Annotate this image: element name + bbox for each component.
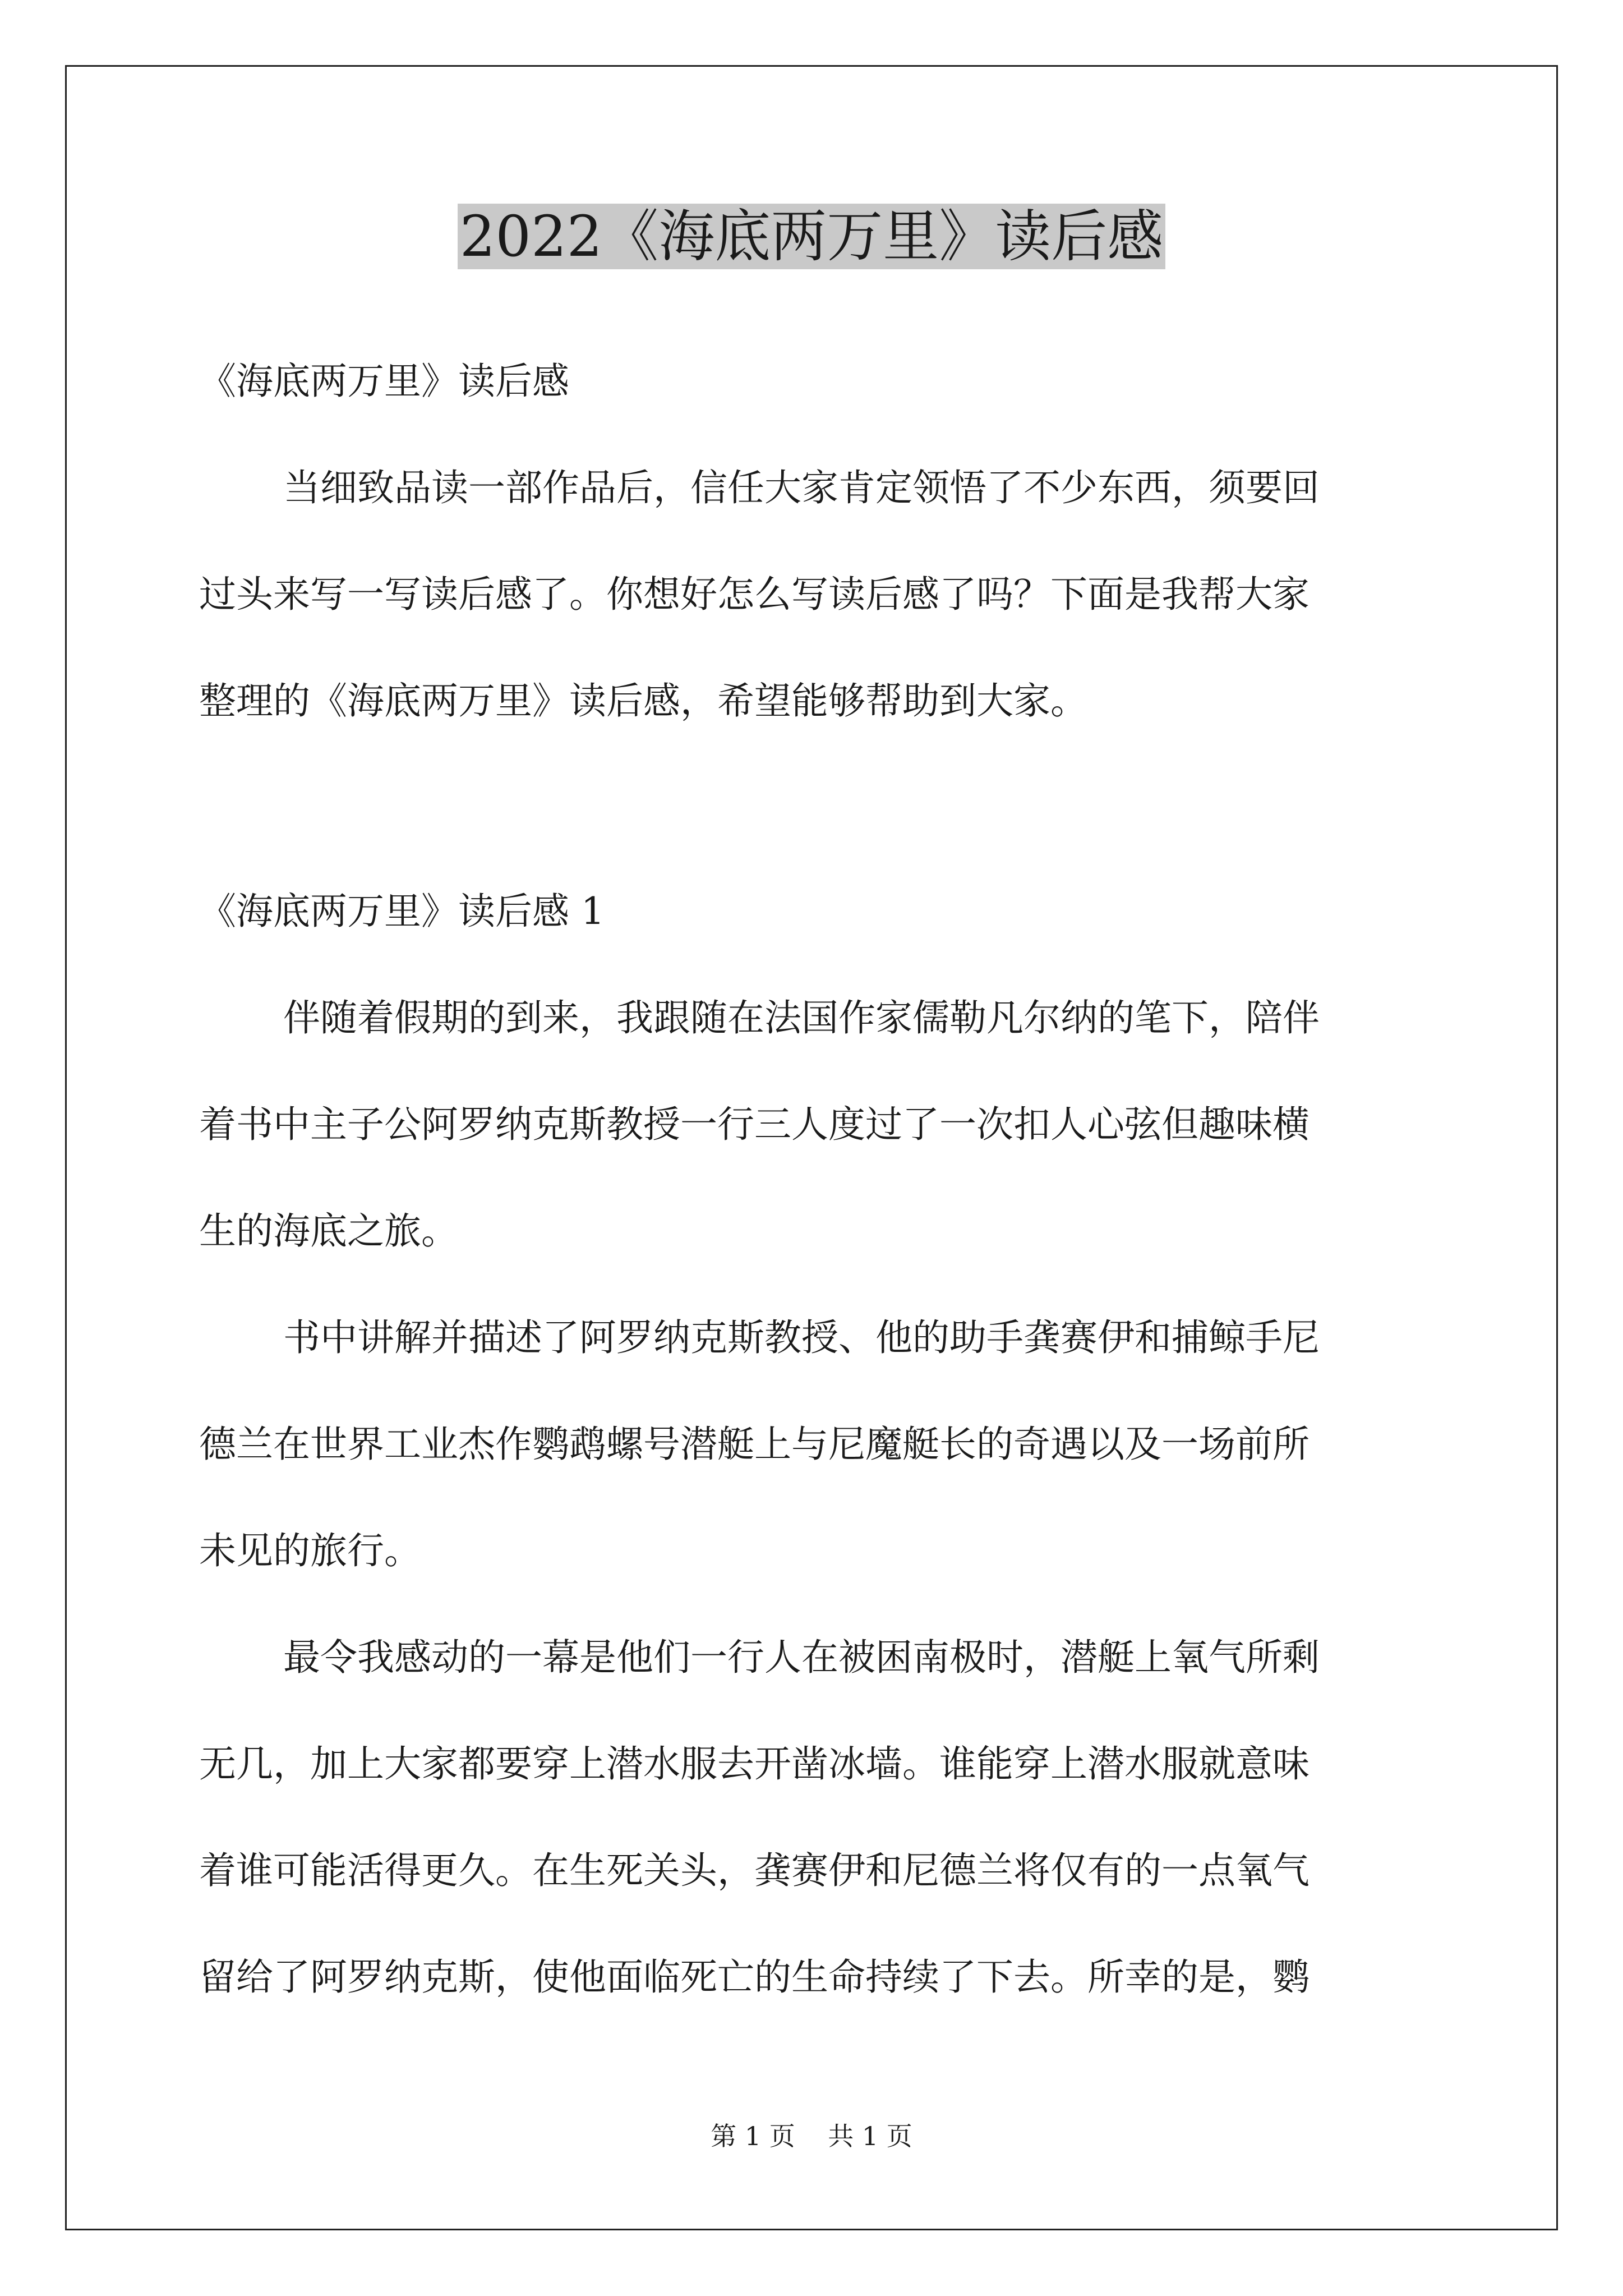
page-footer: 第 1 页 共 1 页 [711, 2121, 912, 2151]
document-title-text: 2022《海底两万里》读后感 [458, 204, 1166, 269]
paragraph1-line-3: 生的海底之旅。 [199, 1209, 458, 1253]
section-heading: 《海底两万里》读后感 1 [199, 890, 605, 933]
intro-line-2: 过头来写一写读后感了。你想好怎么写读后感了吗？下面是我帮大家 [199, 573, 1310, 616]
paragraph3-line-4: 留给了阿罗纳克斯，使他面临死亡的生命持续了下去。所幸的是，鹦 [199, 1955, 1310, 1999]
paragraph2-line-2: 德兰在世界工业杰作鹦鹉螺号潜艇上与尼魔艇长的奇遇以及一场前所 [199, 1423, 1310, 1466]
document-title [0, 199, 1623, 274]
paragraph3-line-1: 最令我感动的一幕是他们一行人在被困南极时，潜艇上氧气所剩 [283, 1636, 1320, 1679]
paragraph1-line-1: 伴随着假期的到来，我跟随在法国作家儒勒凡尔纳的笔下，陪伴 [283, 996, 1320, 1039]
subtitle: 《海底两万里》读后感 [199, 360, 569, 403]
paragraph2-line-3: 未见的旅行。 [199, 1529, 421, 1572]
paragraph3-line-3: 着谁可能活得更久。在生死关头，龚赛伊和尼德兰将仅有的一点氧气 [199, 1849, 1310, 1892]
intro-line-3: 整理的《海底两万里》读后感，希望能够帮助到大家。 [199, 679, 1087, 723]
paragraph3-line-2: 无几，加上大家都要穿上潜水服去开凿冰墙。谁能穿上潜水服就意味 [199, 1742, 1310, 1786]
paragraph1-line-2: 着书中主子公阿罗纳克斯教授一行三人度过了一次扣人心弦但趣味横 [199, 1103, 1310, 1146]
paragraph2-line-1: 书中讲解并描述了阿罗纳克斯教授、他的助手龚赛伊和捕鲸手尼 [283, 1316, 1320, 1359]
intro-line-1: 当细致品读一部作品后，信任大家肯定领悟了不少东西，须要回 [283, 466, 1320, 509]
